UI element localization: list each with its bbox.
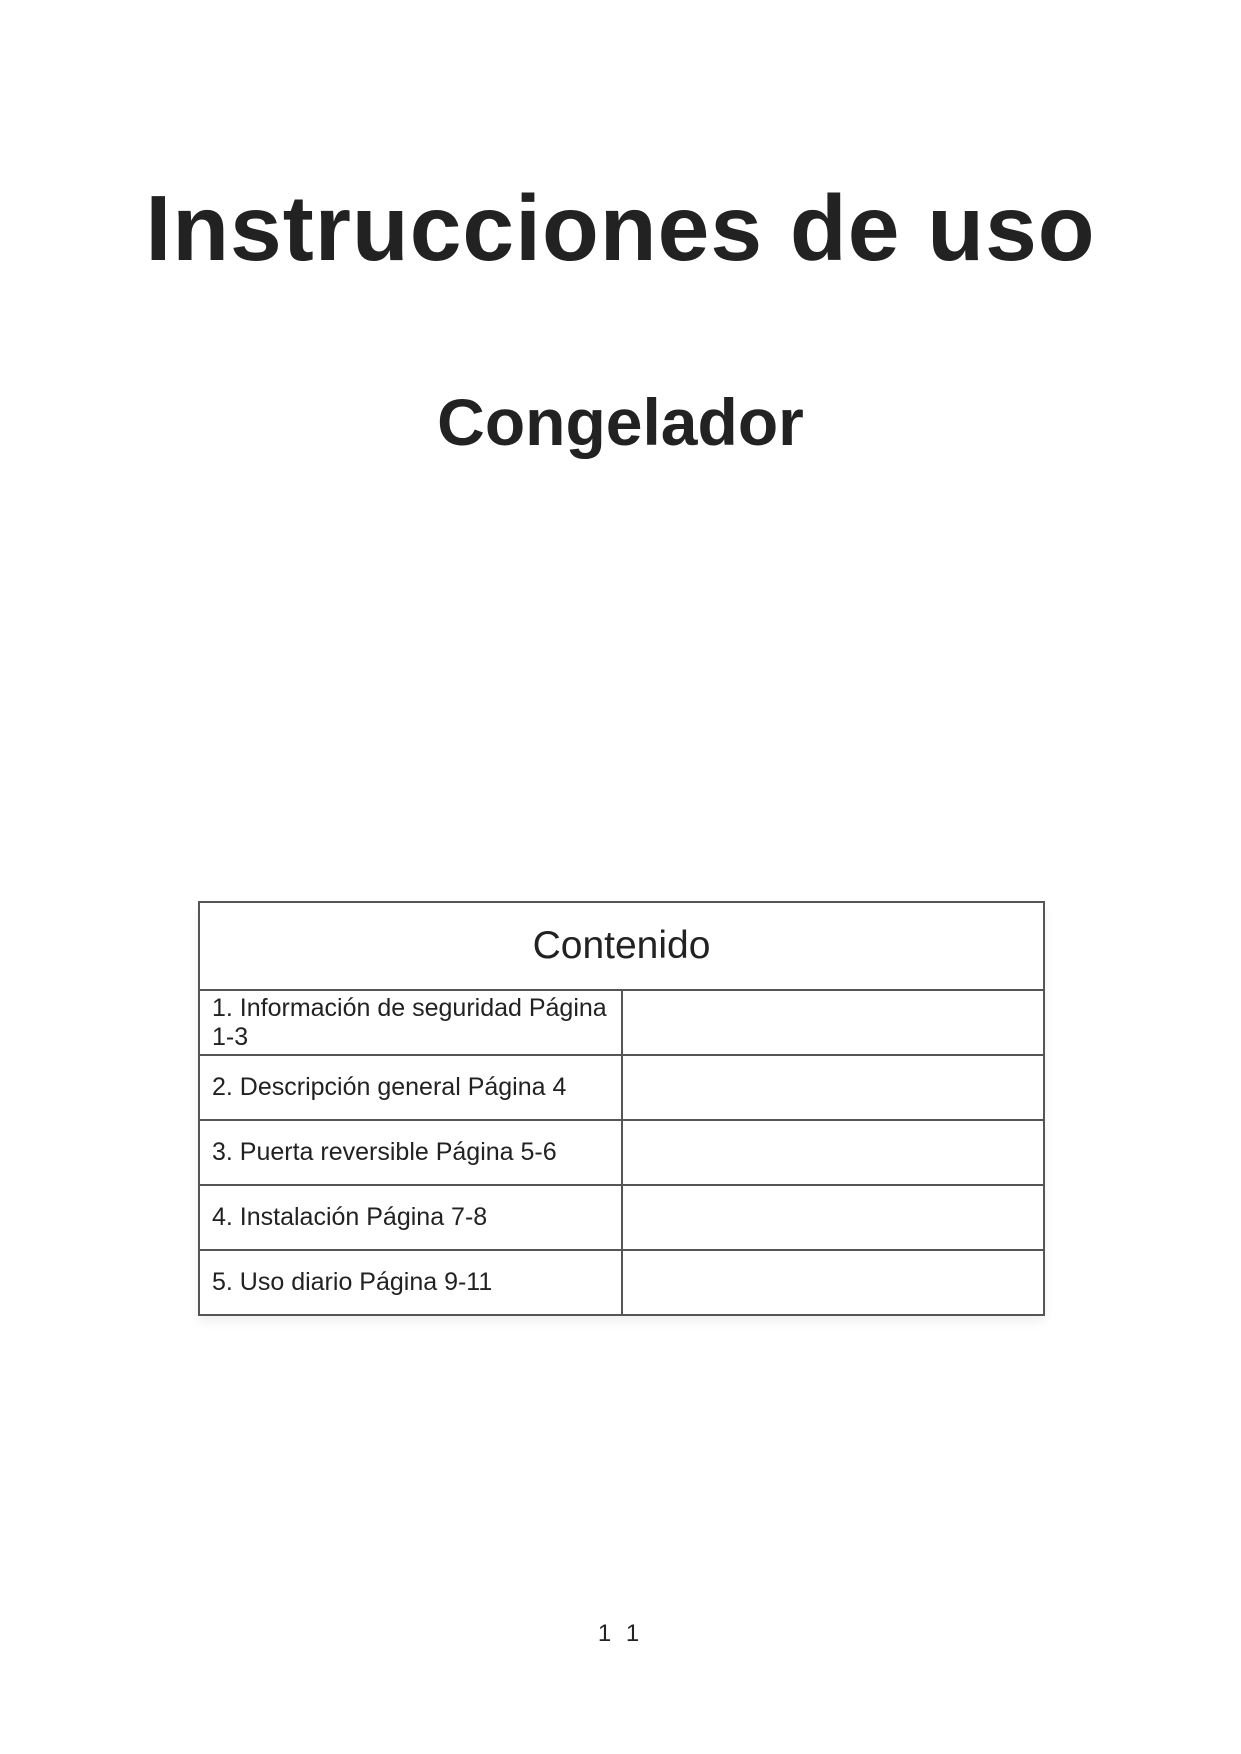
table-row	[199, 1055, 1044, 1120]
table-row	[199, 1185, 1044, 1250]
contents-item-label: 1. Información de seguridad Página 1-3	[199, 990, 622, 1055]
contents-table	[198, 901, 1045, 1316]
contents-item-empty-cell	[622, 1120, 1045, 1185]
contents-item-label: 4. Instalación Página 7-8	[199, 1185, 622, 1250]
contents-item-empty-cell	[622, 1185, 1045, 1250]
table-row	[199, 1120, 1044, 1185]
page-subtitle: Congelador	[437, 385, 804, 459]
contents-header-row	[199, 902, 1044, 990]
contents-item-empty-cell	[622, 1250, 1045, 1315]
contents-item-label: 2. Descripción general Página 4	[199, 1055, 622, 1120]
table-row	[199, 990, 1044, 1055]
table-row	[199, 1250, 1044, 1315]
contents-item-label: 3. Puerta reversible Página 5-6	[199, 1120, 622, 1185]
contents-item-empty-cell	[622, 1055, 1045, 1120]
contents-item-empty-cell	[622, 990, 1045, 1055]
page-title: Instrucciones de uso	[145, 176, 1096, 280]
contents-item-label: 5. Uso diario Página 9-11	[199, 1250, 622, 1315]
contents-heading: Contenido	[199, 902, 1044, 990]
page-number: 1 1	[597, 1620, 644, 1647]
